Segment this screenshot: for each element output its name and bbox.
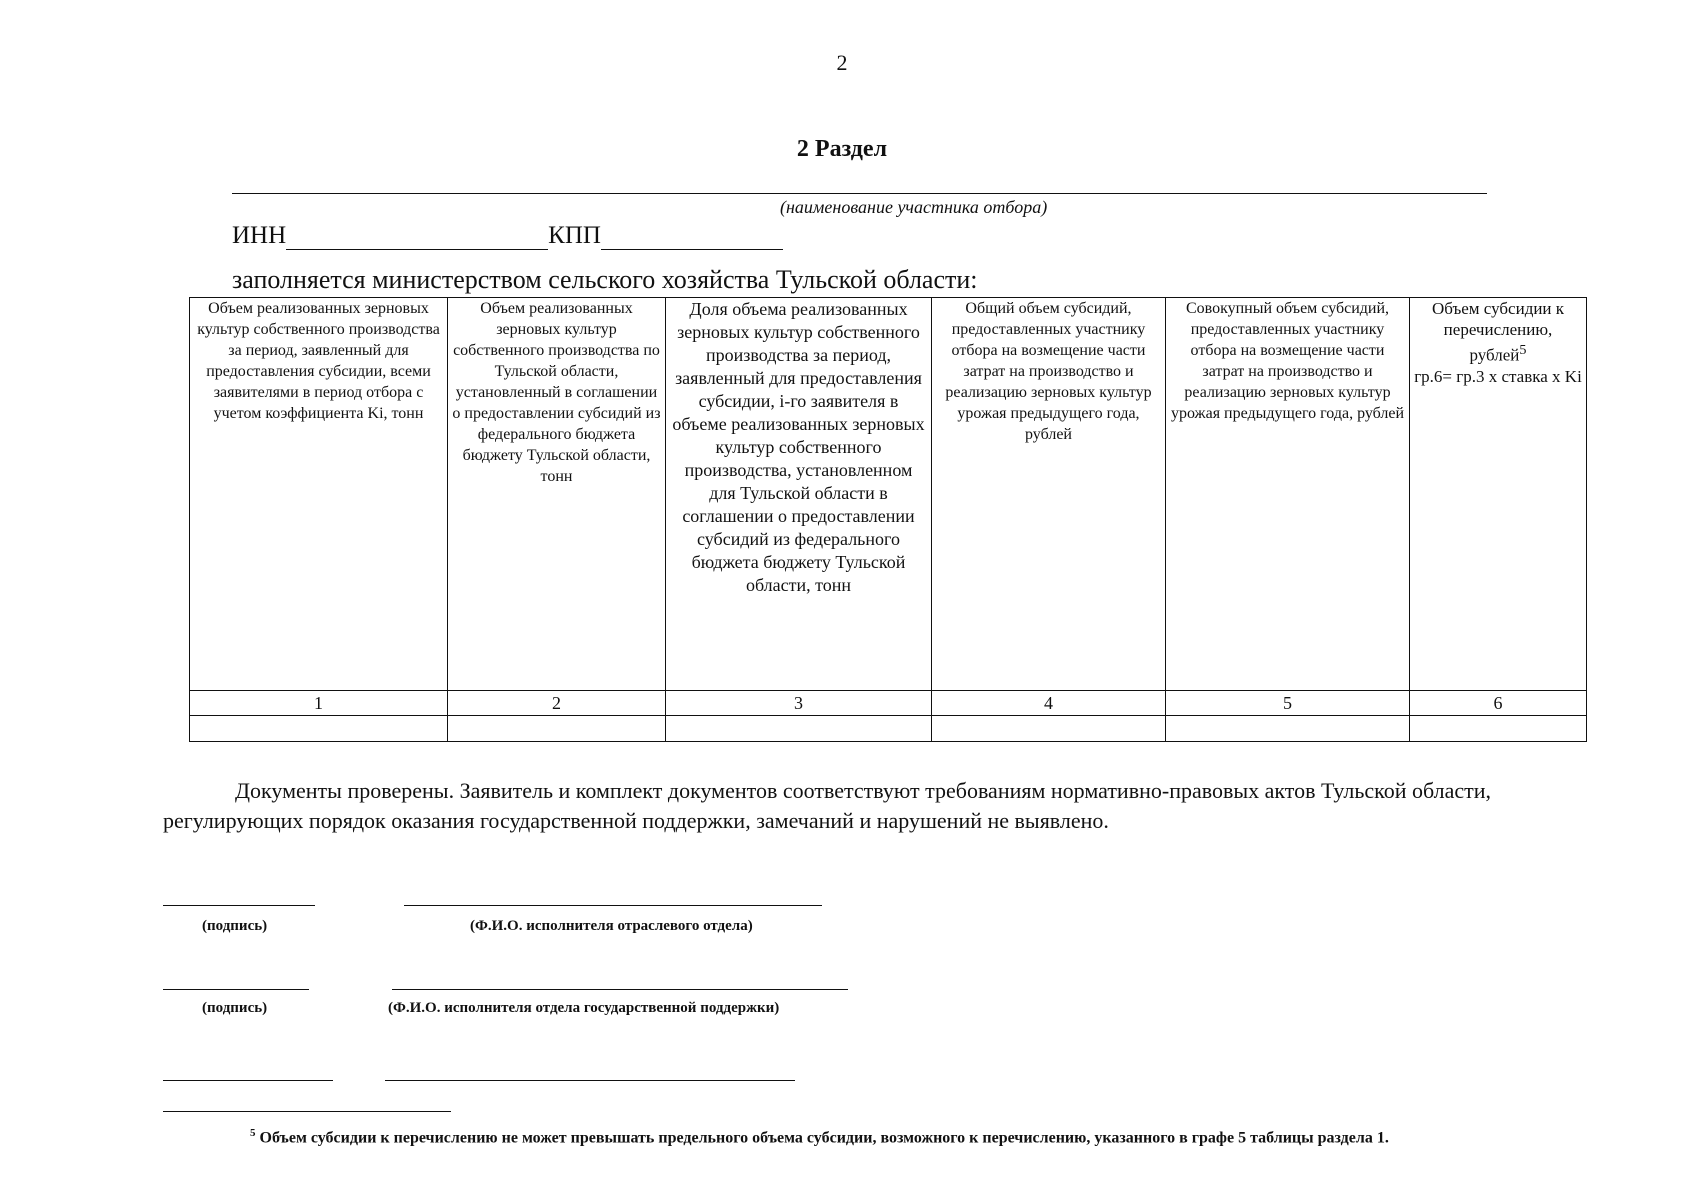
header-col-5: Совокупный объем субсидий, предоставленных участнику отбора на возмещение части затрат на производство и реализацию зерновых культур урожая предыдущего года, рублей: [1166, 298, 1410, 691]
inn-kpp-row: [232, 222, 783, 250]
header-col-6: [1410, 298, 1587, 691]
header-col-2: Объем реализованных зерновых культур собственного производства по Тульской области, установленный в соглашении о предоставлении субсидий из федерального бюджета бюджету Тульской области, тонн: [448, 298, 666, 691]
fill-note: заполняется министерством сельского хозяйства Тульской области:: [232, 265, 978, 294]
col-number: 3: [666, 691, 932, 716]
participant-caption: (наименование участника отбора): [780, 197, 1048, 217]
signature-caption: (подпись): [202, 918, 268, 934]
participant-name-line: [232, 193, 1487, 194]
col-number: 4: [932, 691, 1166, 716]
name-line: [392, 989, 848, 990]
footnote: [250, 1127, 1389, 1147]
header-col-3: Доля объема реализованных зерновых культур собственного производства за период, заявленный для предоставления субсидии, i-го заявителя в объеме реализованных зерновых культур собственного производства, установленном для Тульской области в соглашении о предоставлении субсидий из федерального бюджета бюджету Тульской области, тонн: [666, 298, 932, 691]
verification-statement: Документы проверены. Заявитель и комплект документов соответствуют требованиям нормативно-правовых актов Тульской области, регулирующих порядок оказания государственной поддержки, замечаний и нарушений не выявлено.: [163, 778, 1492, 833]
name-caption: (Ф.И.О. исполнителя отдела государственной поддержки): [388, 1000, 780, 1016]
name-line: [404, 905, 822, 906]
footnote-ref: 5: [1519, 342, 1527, 358]
name-caption: (Ф.И.О. исполнителя отраслевого отдела): [470, 918, 753, 934]
table-header-row: [190, 298, 1587, 691]
footnote-mark: 5: [250, 1127, 256, 1139]
empty-data-row: [190, 716, 1587, 742]
page-number: 2: [836, 50, 848, 75]
subsidy-table: [189, 297, 1587, 742]
header-col-6-label: Объем субсидии к перечислению, рублей: [1431, 299, 1565, 365]
header-col-1: Объем реализованных зерновых культур собственного производства за период, заявленный для предоставления субсидии, всеми заявителями в период отбора с учетом коэффициента Ki, тонн: [190, 298, 448, 691]
col-number: 1: [190, 691, 448, 716]
signature-caption: (подпись): [202, 1000, 268, 1016]
table-cell: [666, 716, 932, 742]
header-col-6-formula: гр.6= гр.3 х ставка х Ki: [1414, 366, 1582, 386]
table-cell: [448, 716, 666, 742]
col-number: 2: [448, 691, 666, 716]
table-cell: [1410, 716, 1587, 742]
section-title: 2 Раздел: [796, 136, 888, 162]
footnote-separator: [163, 1111, 451, 1112]
inn-label: ИНН: [232, 222, 287, 249]
col-number: 6: [1410, 691, 1587, 716]
name-line: [385, 1080, 795, 1081]
col-number: 5: [1166, 691, 1410, 716]
footnote-text: Объем субсидии к перечислению не может превышать предельного объема субсидии, возможного к перечислению, указанного в графе 5 таблицы раздела 1.: [259, 1129, 1389, 1147]
inn-blank: [286, 225, 548, 250]
table-cell: [190, 716, 448, 742]
signature-line: [163, 1080, 333, 1081]
table-cell: [932, 716, 1166, 742]
header-col-4: Общий объем субсидий, предоставленных участнику отбора на возмещение части затрат на производство и реализацию зерновых культур урожая предыдущего года, рублей: [932, 298, 1166, 691]
signature-line: [163, 989, 309, 990]
column-number-row: [190, 691, 1587, 716]
signature-line: [163, 905, 315, 906]
kpp-blank: [601, 225, 783, 250]
kpp-label: КПП: [548, 222, 601, 249]
table-cell: [1166, 716, 1410, 742]
